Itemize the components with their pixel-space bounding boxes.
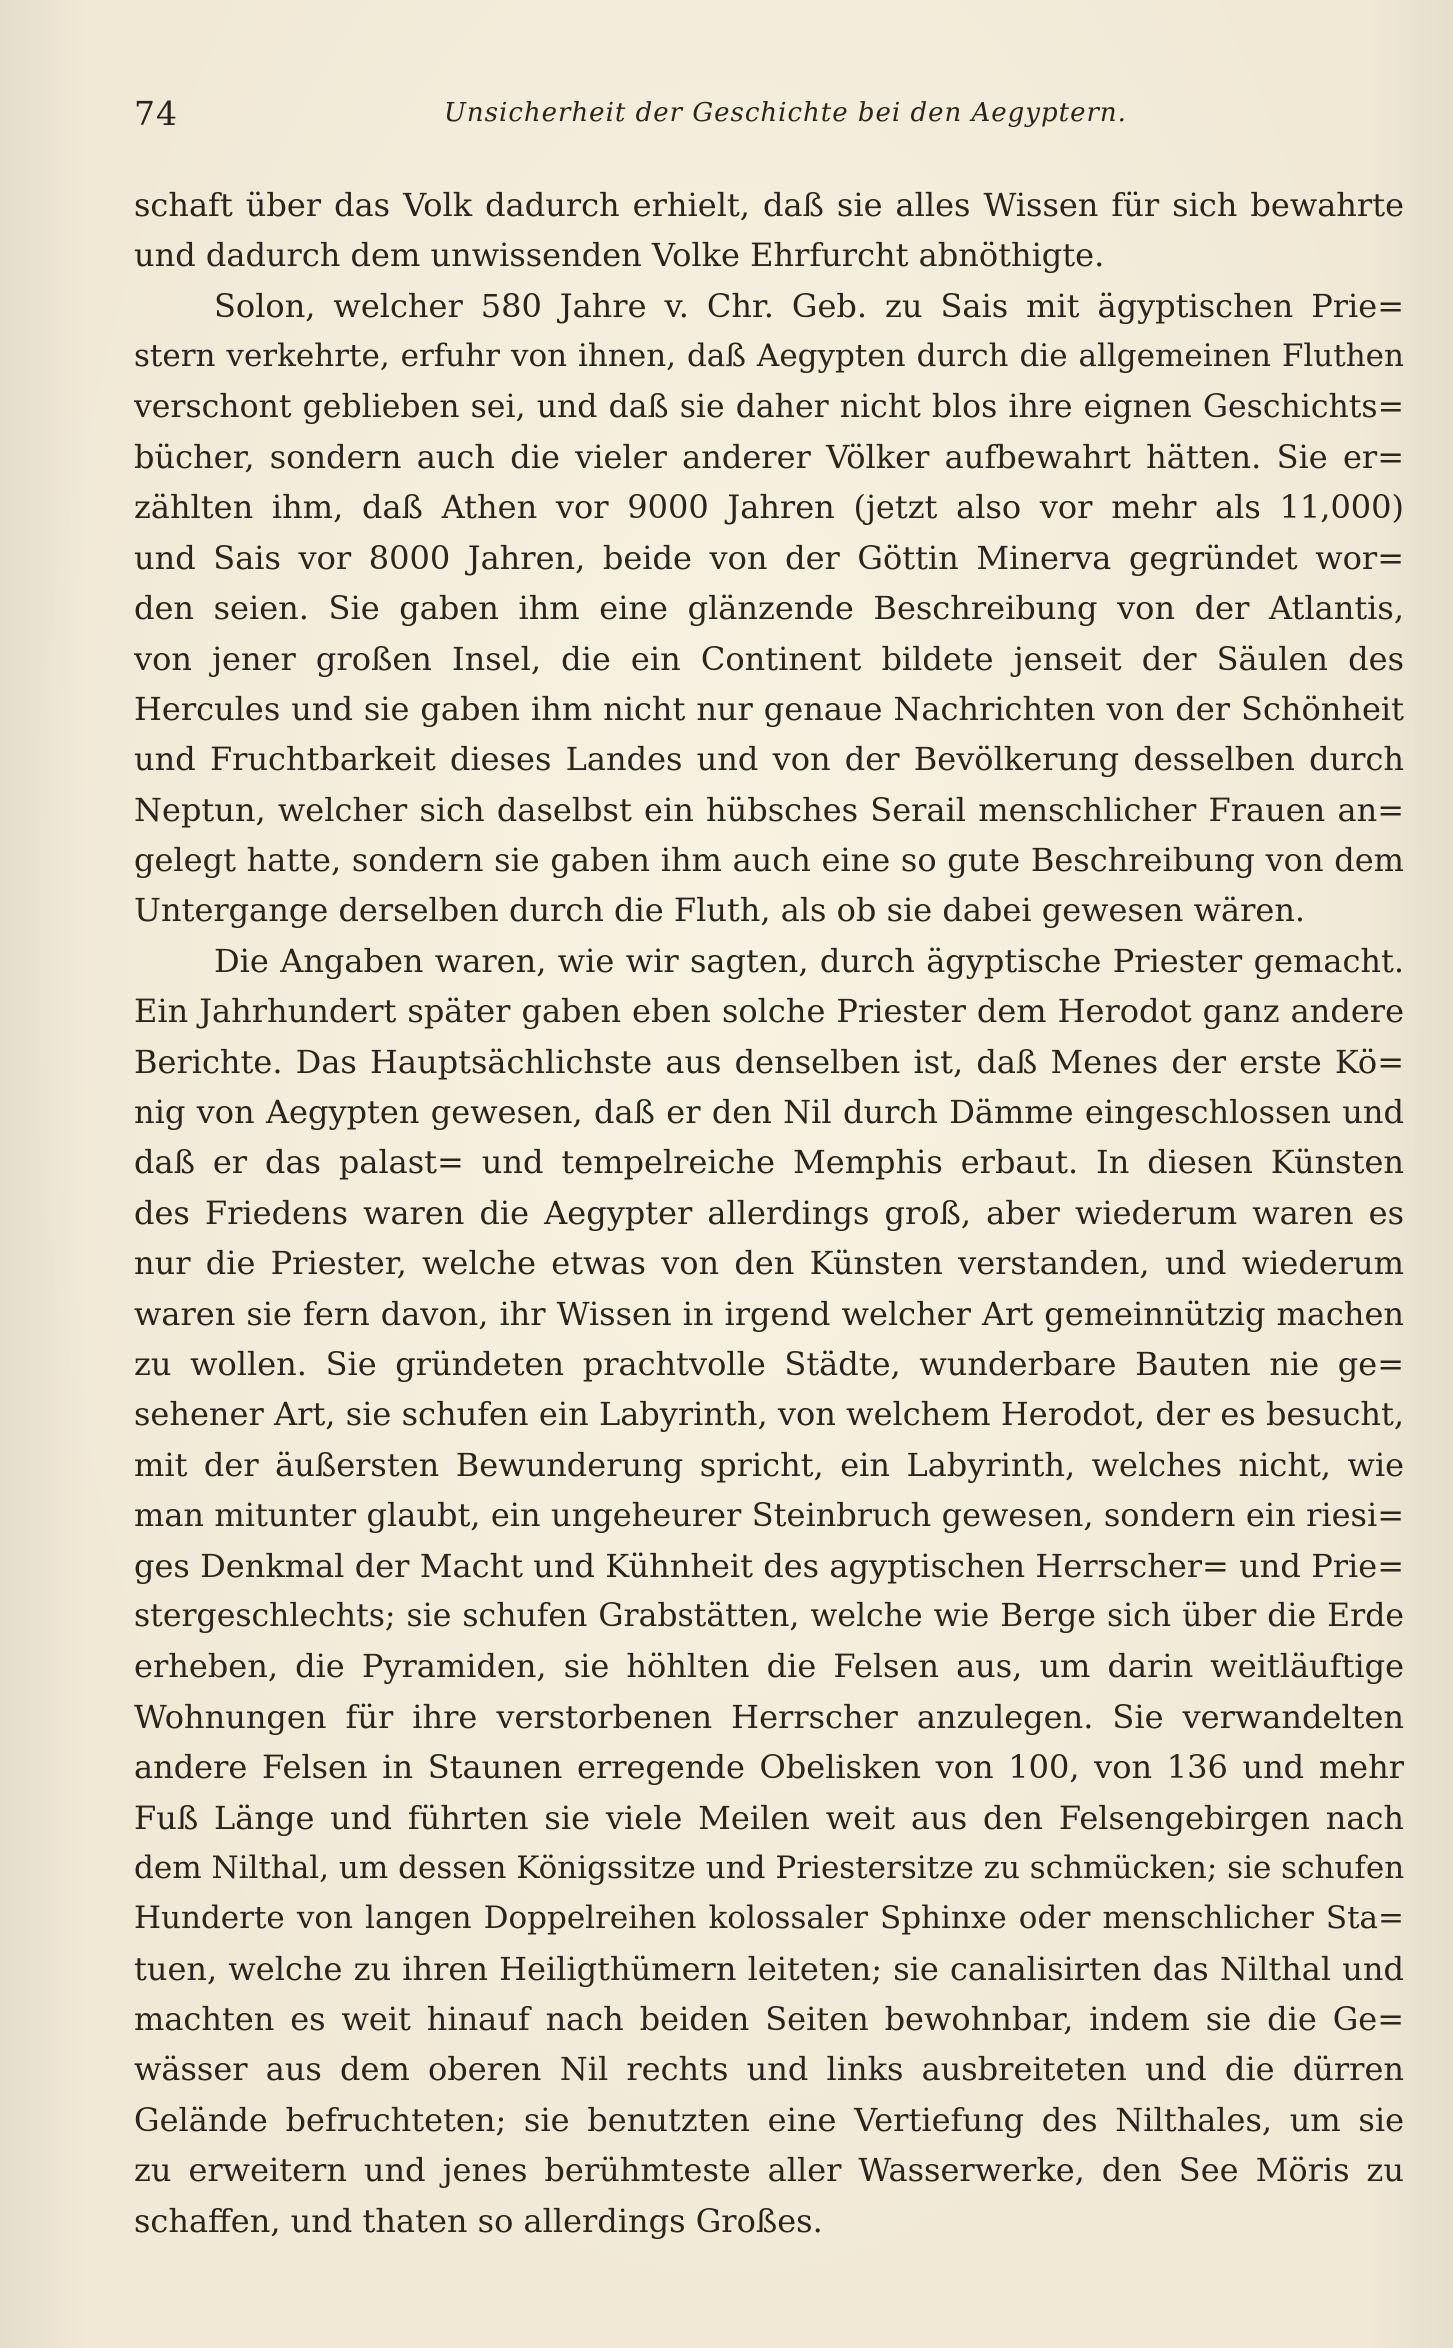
text-line: Die Angaben waren, wie wir sagten, durch ägyptische Priester gemacht.	[214, 941, 1404, 980]
text-line: bücher, sondern auch die vieler anderer Völker aufbewahrt hätten. Sie er=	[134, 437, 1404, 476]
text-line: Hercules und sie gaben ihm nicht nur genaue Nachrichten von der Schönheit	[134, 689, 1404, 728]
text-line: verschont geblieben sei, und daß sie daher nicht blos ihre eignen Geschichts=	[134, 388, 1404, 425]
text-line: zu wollen. Sie gründeten prachtvolle Städte, wunderbare Bauten nie ge=	[134, 1344, 1404, 1383]
text-line: waren sie fern davon, ihr Wissen in irgend welcher Art gemeinnützig machen	[134, 1294, 1404, 1333]
text-line: ges Denkmal der Macht und Kühnheit des agyptischen Herrscher= und Prie=	[134, 1546, 1404, 1585]
page-number: 74	[134, 94, 178, 133]
text-line: schaffen, und thaten so allerdings Großes.	[134, 2201, 823, 2240]
text-line: Hunderte von langen Doppelreihen kolossaler Sphinxe oder menschlicher Sta=	[134, 1900, 1404, 1937]
text-line: Solon, welcher 580 Jahre v. Chr. Geb. zu Sais mit ägyptischen Prie=	[214, 286, 1404, 325]
text-line: wässer aus dem oberen Nil rechts und links ausbreiteten und die dürren	[134, 2050, 1404, 2089]
text-line: Fuß Länge und führten sie viele Meilen weit aus den Felsengebirgen nach	[134, 1798, 1404, 1837]
text-line: Untergange derselben durch die Fluth, als ob sie dabei gewesen wären.	[134, 891, 1306, 930]
text-line: und dadurch dem unwissenden Volke Ehrfurcht abnöthigte.	[134, 236, 1105, 275]
text-line: stern verkehrte, erfuhr von ihnen, daß Aegypten durch die allgemeinen Fluthen	[134, 338, 1404, 375]
page-header	[134, 94, 1404, 144]
text-line: stergeschlechts; sie schufen Grabstätten, welche wie Berge sich über die Erde	[134, 1597, 1404, 1634]
text-line: erheben, die Pyramiden, sie höhlten die Felsen aus, um darin weitläuftige	[134, 1647, 1404, 1686]
text-line: tuen, welche zu ihren Heiligthümern leiteten; sie canalisirten das Nilthal und	[134, 1949, 1404, 1988]
text-line: andere Felsen in Staunen erregende Obelisken von 100, von 136 und mehr	[134, 1748, 1404, 1787]
text-line: nur die Priester, welche etwas von den Künsten verstanden, und wiederum	[134, 1244, 1404, 1283]
text-line: von jener großen Insel, die ein Continent bildete jenseit der Säulen des	[134, 639, 1404, 678]
text-line: den seien. Sie gaben ihm eine glänzende Beschreibung von der Atlantis,	[134, 589, 1404, 628]
body-text	[134, 180, 1404, 2246]
text-line: Ein Jahrhundert später gaben eben solche Priester dem Herodot ganz andere	[134, 992, 1404, 1031]
text-line: gelegt hatte, sondern sie gaben ihm auch eine so gute Beschreibung von dem	[134, 841, 1404, 880]
running-head: Unsicherheit der Geschichte bei den Aegyptern.	[444, 98, 1127, 128]
text-line: Gelände befruchteten; sie benutzten eine Vertiefung des Nilthales, um sie	[134, 2100, 1404, 2139]
text-line: mit der äußersten Bewunderung spricht, ein Labyrinth, welches nicht, wie	[134, 1445, 1404, 1484]
text-line: und Fruchtbarkeit dieses Landes und von der Bevölkerung desselben durch	[134, 740, 1404, 779]
text-line: Wohnungen für ihre verstorbenen Herrscher anzulegen. Sie verwandelten	[134, 1697, 1404, 1736]
text-line: sehener Art, sie schufen ein Labyrinth, von welchem Herodot, der es besucht,	[134, 1395, 1404, 1434]
text-line: zählten ihm, daß Athen vor 9000 Jahren (jetzt also vor mehr als 11,000)	[134, 488, 1404, 527]
text-line: und Sais vor 8000 Jahren, beide von der Göttin Minerva gegründet wor=	[134, 538, 1404, 577]
text-line: man mitunter glaubt, ein ungeheurer Steinbruch gewesen, sondern ein riesi=	[134, 1496, 1404, 1535]
text-line: Berichte. Das Hauptsächlichste aus denselben ist, daß Menes der erste Kö=	[134, 1042, 1404, 1081]
text-line: zu erweitern und jenes berühmteste aller Wasserwerke, den See Möris zu	[134, 2151, 1404, 2190]
text-line: schaft über das Volk dadurch erhielt, daß sie alles Wissen für sich bewahrte	[134, 186, 1404, 224]
text-line: Neptun, welcher sich daselbst ein hübsches Serail menschlicher Frauen an=	[134, 790, 1404, 829]
text-line: nig von Aegypten gewesen, daß er den Nil durch Dämme eingeschlossen und	[134, 1093, 1404, 1132]
text-line: daß er das palast= und tempelreiche Memphis erbaut. In diesen Künsten	[134, 1143, 1404, 1182]
text-line: des Friedens waren die Aegypter allerdings groß, aber wiederum waren es	[134, 1193, 1404, 1232]
text-line: machten es weit hinauf nach beiden Seiten bewohnbar, indem sie die Ge=	[134, 2000, 1404, 2039]
text-line: dem Nilthal, um dessen Königssitze und Priestersitze zu schmücken; sie schufen	[134, 1849, 1404, 1886]
